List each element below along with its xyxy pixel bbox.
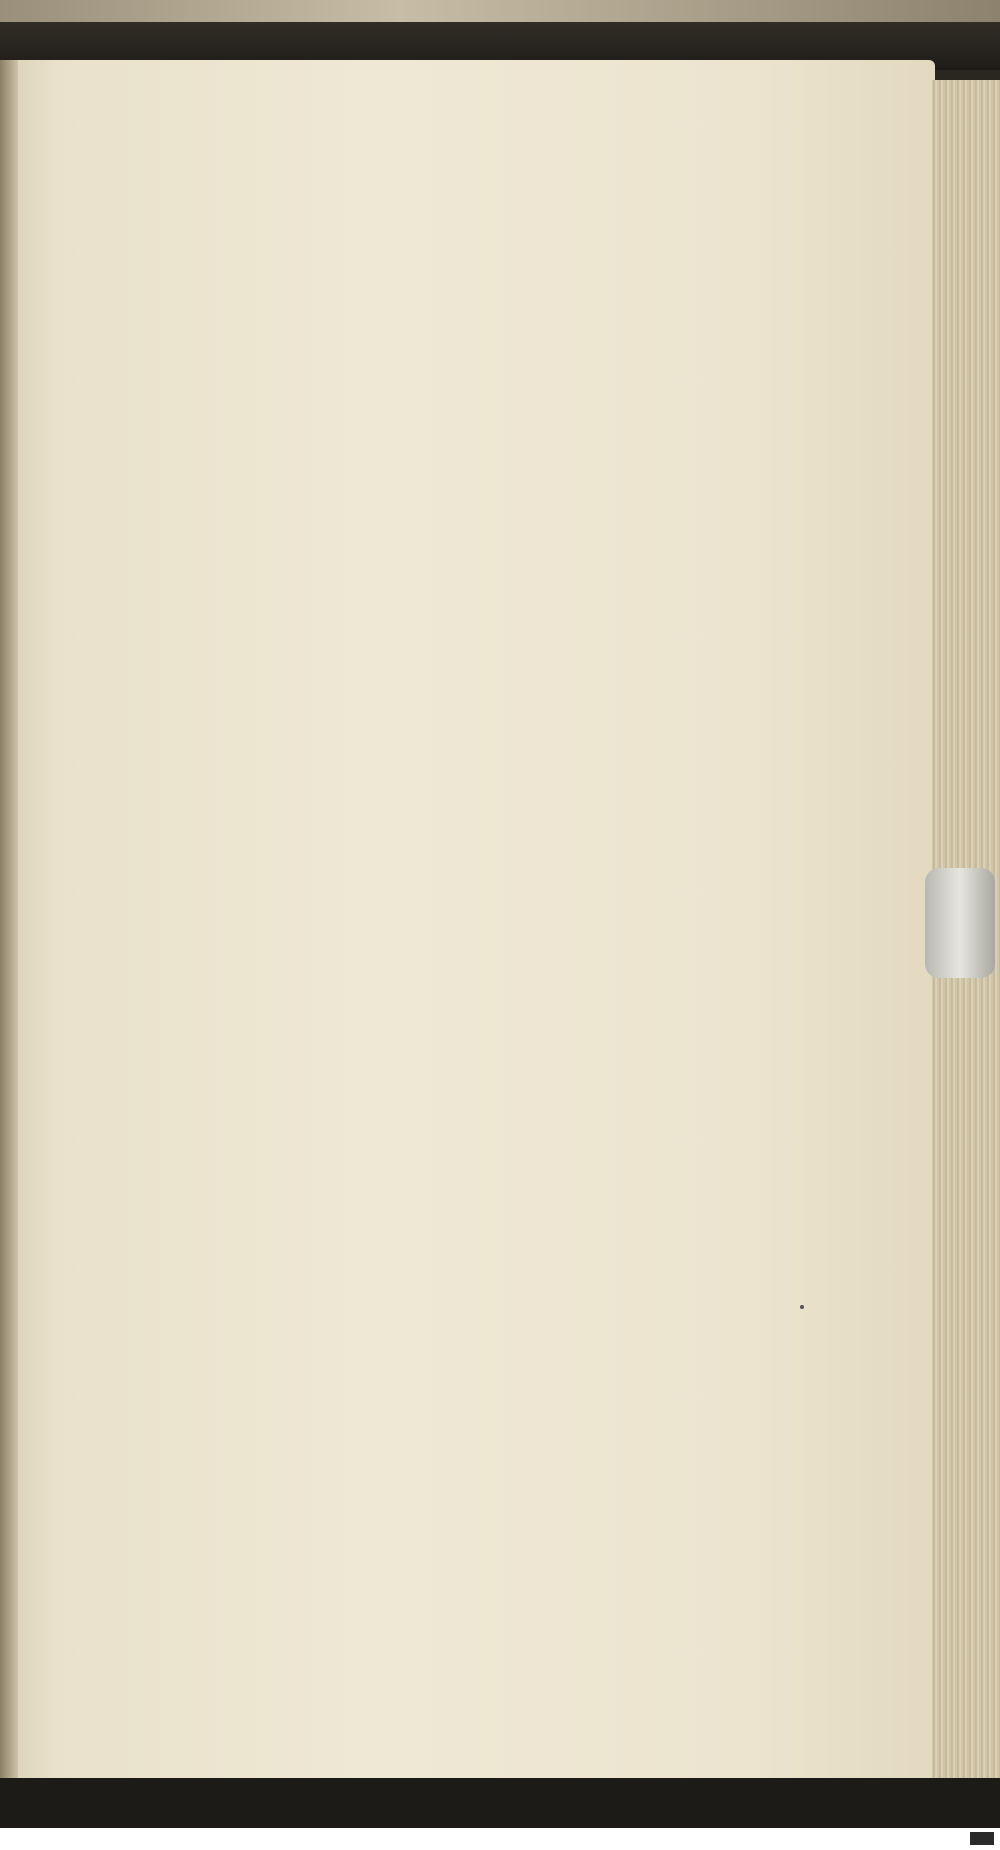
text-line xyxy=(30,1088,730,1131)
text-line xyxy=(30,1260,730,1303)
text-line xyxy=(30,787,730,830)
text-line xyxy=(30,830,730,873)
footer-bar xyxy=(0,1828,1000,1850)
text-line xyxy=(30,701,730,744)
text-line xyxy=(30,1002,730,1045)
text-line xyxy=(30,615,730,658)
text-line xyxy=(30,1045,730,1088)
text-line xyxy=(30,873,730,916)
text-line xyxy=(30,1174,730,1217)
ink-speck xyxy=(800,1305,804,1309)
text-line xyxy=(30,1303,730,1346)
text-line xyxy=(30,1217,730,1260)
text-line xyxy=(30,744,730,787)
paragraph-main xyxy=(30,572,730,1389)
text-line xyxy=(30,572,730,615)
book-clip xyxy=(925,868,995,978)
text-line xyxy=(30,1131,730,1174)
dfg-logo xyxy=(970,1832,994,1845)
cover-edge-strip xyxy=(0,0,1000,22)
text-line xyxy=(30,1346,730,1389)
text-line xyxy=(30,959,730,1002)
text-line xyxy=(30,658,730,701)
text-line xyxy=(30,916,730,959)
page-gutter xyxy=(0,60,18,1778)
book-cover-bottom xyxy=(0,1778,1000,1828)
